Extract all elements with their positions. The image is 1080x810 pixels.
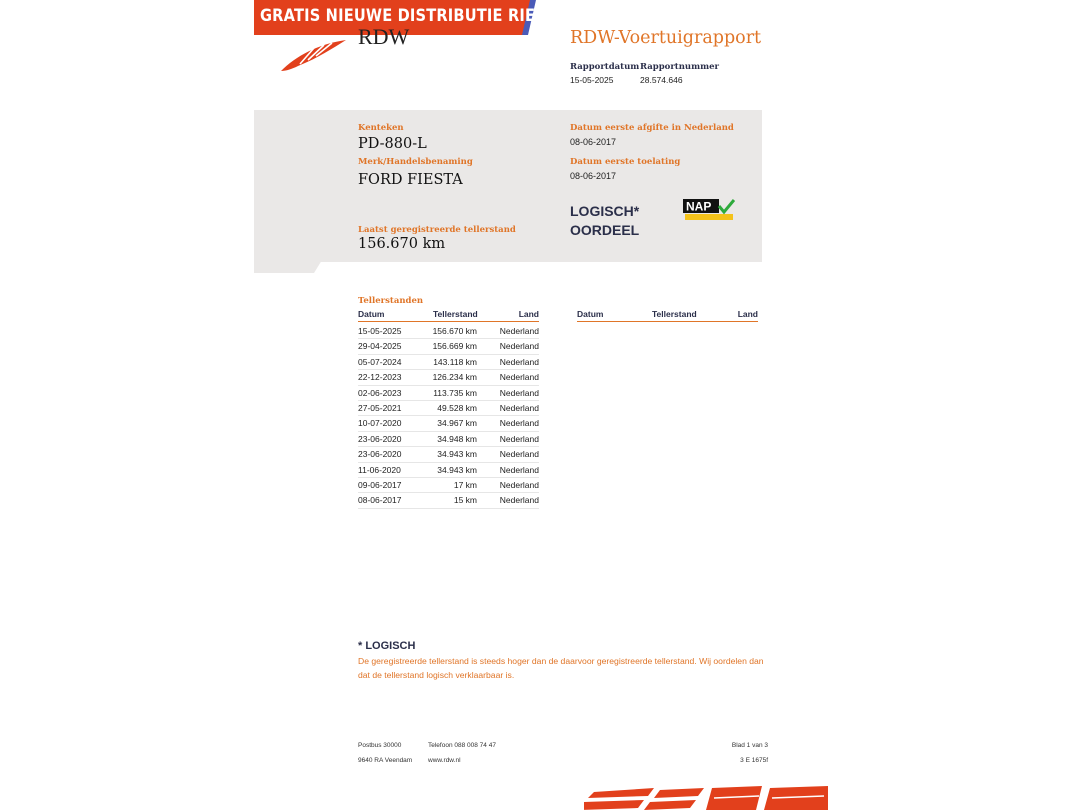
row-odometer: 49.528 km — [437, 403, 477, 413]
row-country: Nederland — [499, 326, 539, 336]
footer-address-line-1: Postbus 30000 — [358, 742, 402, 749]
rdw-stripes-decoration — [584, 786, 828, 810]
column-country-2: Land — [737, 309, 758, 319]
row-odometer: 34.967 km — [437, 418, 477, 429]
footer-code: 3 E 1675f — [740, 757, 768, 764]
odometer-table-header-2 — [577, 309, 758, 322]
report-date-label: Rapportdatum — [570, 62, 640, 72]
verdict-line-2: OORDEEL — [570, 222, 640, 238]
footer-phone: Telefoon 088 008 74 47 — [428, 742, 496, 749]
row-date: 23-06-2020 — [358, 449, 402, 460]
row-country: Nederland — [499, 341, 539, 352]
row-date: 23-06-2020 — [358, 433, 402, 444]
table-row — [358, 492, 539, 508]
verdict-line-1: LOGISCH* — [570, 203, 640, 219]
row-country: Nederland — [499, 356, 539, 367]
odometer-value: 156.670 km — [358, 236, 446, 252]
table-row — [358, 431, 539, 447]
row-odometer: 15 km — [453, 495, 477, 506]
row-date: 27-05-2021 — [358, 403, 402, 413]
row-odometer: 34.943 km — [437, 464, 477, 475]
row-odometer: 34.943 km — [437, 449, 477, 460]
footer-website-link[interactable]: www.rdw.nl — [428, 757, 461, 764]
column-date-2: Datum — [577, 309, 604, 319]
nap-check-logo-icon — [683, 199, 735, 221]
make-value: FORD FIESTA — [358, 172, 463, 188]
row-odometer: 113.735 km — [433, 387, 477, 398]
row-odometer: 143.118 km — [433, 356, 477, 367]
promo-banner-text: GRATIS NIEUWE DISTRIBUTIE RIEM — [260, 6, 550, 26]
plate-value: PD-880-L — [358, 136, 427, 152]
table-row — [358, 385, 539, 401]
row-country: Nederland — [499, 387, 539, 398]
footer-address-line-2: 9640 RA Veendam — [358, 757, 413, 764]
column-date: Datum — [358, 309, 385, 319]
row-country: Nederland — [499, 418, 539, 429]
panel-tab-decoration — [254, 260, 322, 273]
nap-text: NAP — [686, 199, 712, 214]
report-title: RDW-Voertuigrapport — [570, 28, 762, 48]
column-country: Land — [518, 309, 539, 319]
footnote-text: De geregistreerde tellerstand is steeds hoger dan de daarvoor geregistreerde tellerstand. Wij oordelen dan dat de tellerstand logisch verklaarbaar is. — [358, 656, 764, 680]
table-row — [358, 446, 539, 462]
row-date: 29-04-2025 — [358, 341, 402, 352]
row-odometer: 126.234 km — [432, 372, 477, 383]
table-row — [358, 338, 539, 354]
row-date: 02-06-2023 — [358, 387, 402, 398]
row-country: Nederland — [499, 403, 539, 413]
row-date: 09-06-2017 — [358, 480, 402, 490]
table-row — [358, 477, 539, 493]
row-country: Nederland — [499, 372, 539, 383]
row-date: 15-05-2025 — [358, 326, 402, 336]
row-country: Nederland — [499, 480, 539, 490]
table-row — [358, 369, 539, 385]
first-admission-label: Datum eerste toelating — [570, 157, 681, 167]
row-date: 08-06-2017 — [358, 495, 402, 506]
table-row — [358, 323, 539, 339]
footer-page-number: Blad 1 van 3 — [731, 742, 768, 749]
make-label: Merk/Handelsbenaming — [358, 157, 473, 167]
table-row — [358, 462, 539, 478]
table-row — [358, 354, 539, 370]
row-odometer: 156.670 km — [432, 326, 477, 336]
row-odometer: 17 km — [453, 480, 477, 490]
footnote-title: * LOGISCH — [358, 640, 416, 652]
rdw-feather-logo-icon — [278, 36, 348, 74]
first-admission-value: 08-06-2017 — [570, 171, 617, 181]
column-odometer-2: Tellerstand — [652, 309, 697, 319]
row-date: 22-12-2023 — [358, 372, 402, 383]
verdict — [570, 202, 639, 240]
row-country: Nederland — [499, 495, 539, 506]
first-registration-nl-value: 08-06-2017 — [570, 137, 617, 147]
row-country: Nederland — [499, 433, 539, 444]
row-date: 10-07-2020 — [358, 418, 402, 429]
report-number-value: 28.574.646 — [640, 75, 683, 85]
odometer-table-title: Tellerstanden — [358, 296, 424, 306]
odometer-table-header — [358, 309, 539, 322]
report-date-value: 15-05-2025 — [570, 75, 614, 85]
odometer-label: Laatst geregistreerde tellerstand — [358, 225, 516, 235]
first-registration-nl-label: Datum eerste afgifte in Nederland — [570, 123, 734, 133]
row-country: Nederland — [499, 464, 539, 475]
row-odometer: 34.948 km — [437, 433, 477, 444]
column-odometer: Tellerstand — [433, 309, 478, 319]
row-date: 05-07-2024 — [358, 356, 402, 367]
row-odometer: 156.669 km — [432, 341, 477, 352]
plate-label: Kenteken — [358, 123, 404, 133]
table-row — [358, 415, 539, 431]
logo-text: RDW — [358, 24, 410, 49]
row-date: 11-06-2020 — [358, 464, 401, 475]
table-row — [358, 400, 539, 416]
report-number-label: Rapportnummer — [640, 62, 719, 72]
row-country: Nederland — [499, 449, 539, 460]
